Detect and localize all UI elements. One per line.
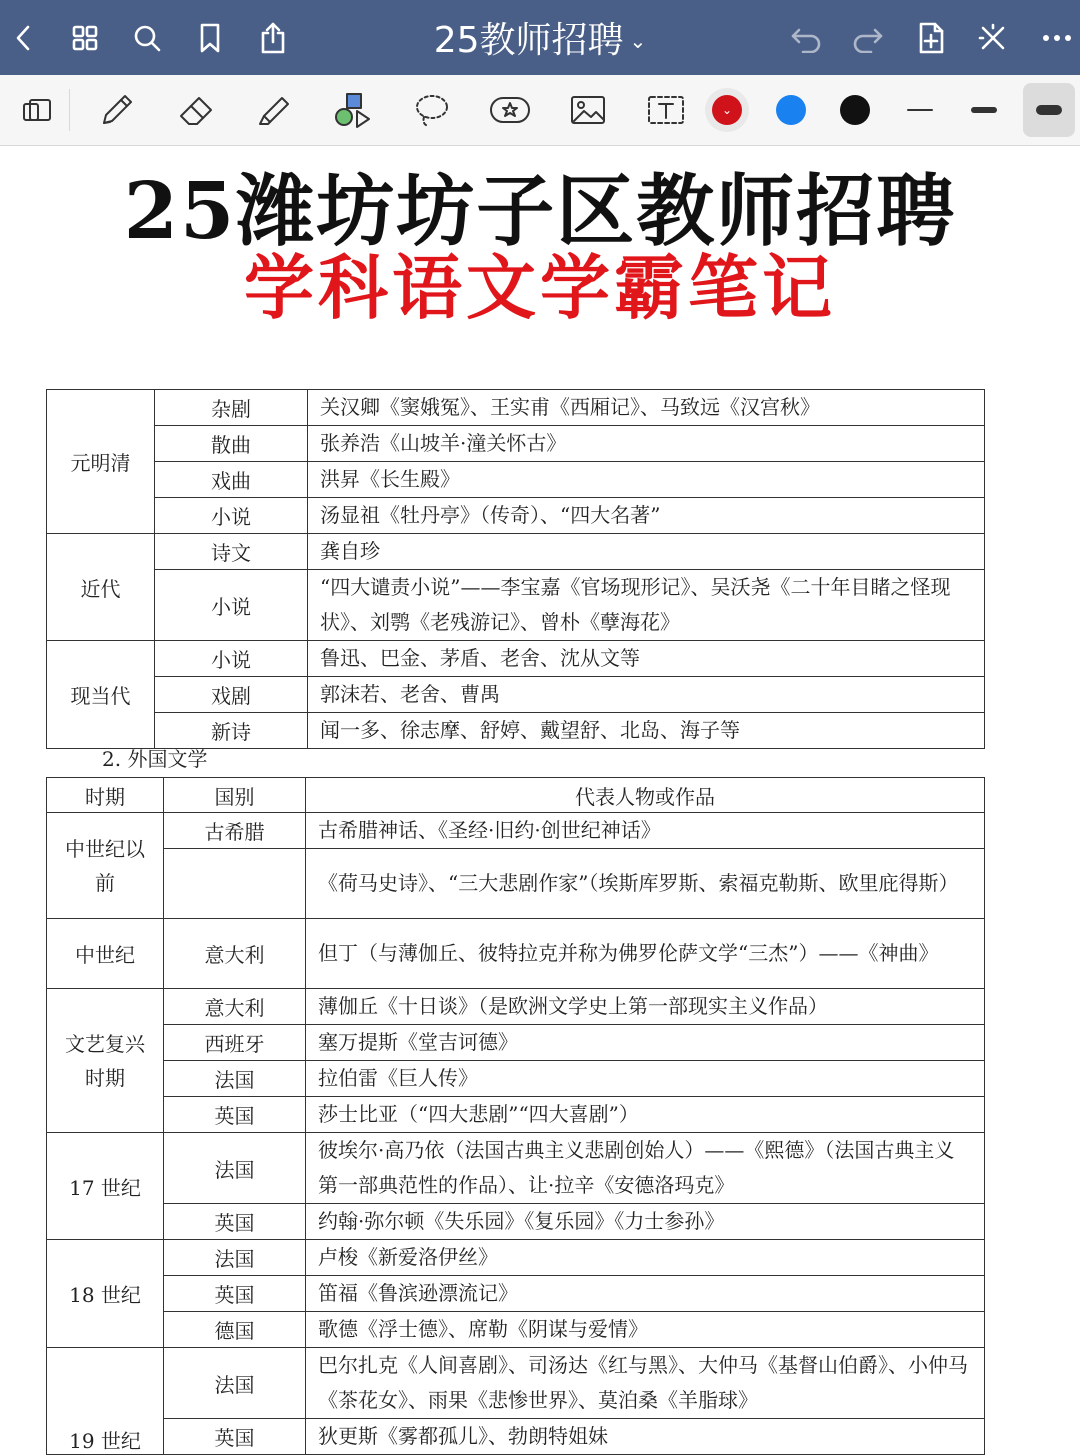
works-cell: 关汉卿《窦娥冤》、王实甫《西厢记》、马致远《汉宫秋》 [308, 390, 985, 426]
search-icon[interactable] [124, 0, 170, 75]
genre-cell: 新诗 [155, 713, 308, 749]
highlighter-tool-icon[interactable] [248, 75, 300, 145]
works-cell: 洪昇《长生殿》 [308, 462, 985, 498]
section-heading: 2. 外国文学 [102, 747, 208, 771]
reading-mode-icon[interactable] [12, 75, 64, 145]
color-black-swatch[interactable] [830, 75, 880, 145]
more-icon[interactable] [1034, 0, 1080, 75]
works-cell: 汤显祖《牡丹亭》（传奇）、“四大名著” [308, 498, 985, 534]
table-row [47, 1419, 985, 1455]
page-title: 25潍坊坊子区教师招聘 [123, 166, 957, 257]
works-cell: 郭沫若、老舍、曹禺 [308, 677, 985, 713]
works-cell: 古希腊神话、《圣经·旧约·创世纪神话》 [306, 813, 985, 849]
works-cell: 约翰·弥尔顿《失乐园》《复乐园》《力士参孙》 [306, 1204, 985, 1240]
image-tool-icon[interactable] [562, 75, 614, 145]
country-cell: 英国 [164, 1204, 306, 1240]
works-cell: 卢梭《新爱洛伊丝》 [306, 1240, 985, 1276]
country-cell: 古希腊 [164, 813, 306, 849]
undo-icon[interactable] [783, 0, 829, 75]
table-row [47, 813, 985, 849]
period-cell: 中世纪以前 [47, 813, 164, 919]
works-cell: 拉伯雷《巨人传》 [306, 1061, 985, 1097]
works-cell: 但丁（与薄伽丘、彼特拉克并称为佛罗伦萨文学“三杰”）——《神曲》 [306, 919, 985, 989]
genre-cell: 戏剧 [155, 677, 308, 713]
country-cell [164, 849, 306, 919]
table-row [47, 1204, 985, 1240]
works-cell: 塞万提斯《堂吉诃德》 [306, 1025, 985, 1061]
country-cell: 意大利 [164, 989, 306, 1025]
sticker-tool-icon[interactable] [484, 75, 536, 145]
country-cell: 法国 [164, 1240, 306, 1276]
line-thin-option[interactable] [894, 75, 946, 145]
table-row [47, 1097, 985, 1133]
period-cell: 17 世纪 [47, 1133, 164, 1240]
table-row [47, 534, 985, 570]
country-cell: 英国 [164, 1276, 306, 1312]
genre-cell: 小说 [155, 498, 308, 534]
line-medium-option[interactable] [958, 75, 1010, 145]
works-cell: 张养浩《山坡羊·潼关怀古》 [308, 426, 985, 462]
country-cell: 德国 [164, 1312, 306, 1348]
works-cell: 《荷马史诗》、“三大悲剧作家”（埃斯库罗斯、索福克勒斯、欧里庇得斯） [306, 849, 985, 919]
annotation-toolbar [0, 75, 1080, 146]
share-icon[interactable] [250, 0, 296, 75]
table-row [47, 989, 985, 1025]
table-row [47, 498, 985, 534]
genre-cell: 小说 [155, 570, 308, 641]
period-cell: 近代 [47, 534, 155, 641]
works-cell: 彼埃尔·高乃依（法国古典主义悲剧创始人）——《熙德》（法国古典主义第一部典范性的作品）、让·拉辛《安德洛玛克》 [306, 1133, 985, 1204]
table-row [47, 390, 985, 426]
table-row [47, 462, 985, 498]
eraser-tool-icon[interactable] [170, 75, 222, 145]
bookmark-icon[interactable] [187, 0, 233, 75]
text-tool-icon[interactable] [640, 75, 692, 145]
chevron-down-icon: ⌄ [629, 28, 647, 53]
table-row [47, 641, 985, 677]
grid-view-icon[interactable] [62, 0, 108, 75]
genre-cell: 散曲 [155, 426, 308, 462]
lasso-tool-icon[interactable] [406, 75, 458, 145]
header-period: 时期 [47, 778, 164, 813]
toolbar-divider [69, 89, 70, 131]
line-thick-option[interactable] [1023, 83, 1075, 137]
genre-cell: 戏曲 [155, 462, 308, 498]
table-row [47, 1312, 985, 1348]
page-subtitle: 学科语文学霸笔记 [244, 246, 836, 329]
document-title: 25教师招聘 [433, 20, 624, 61]
table-row [47, 1133, 985, 1204]
color-red-swatch[interactable] [702, 75, 752, 145]
document-title-dropdown[interactable] [330, 0, 750, 75]
table-row [47, 1025, 985, 1061]
genre-cell: 杂剧 [155, 390, 308, 426]
top-navigation-bar [0, 0, 1080, 75]
genre-cell: 诗文 [155, 534, 308, 570]
country-cell: 西班牙 [164, 1025, 306, 1061]
period-cell: 18 世纪 [47, 1240, 164, 1348]
country-cell: 法国 [164, 1133, 306, 1204]
table-row [47, 426, 985, 462]
chinese-literature-table [46, 389, 985, 749]
works-cell: 歌德《浮士德》、席勒《阴谋与爱情》 [306, 1312, 985, 1348]
works-cell: 闻一多、徐志摩、舒婷、戴望舒、北岛、海子等 [308, 713, 985, 749]
table-row [47, 849, 985, 919]
period-cell: 19 世纪 [47, 1348, 164, 1455]
table-row [47, 1348, 985, 1419]
chevron-down-icon: ⌄ [712, 95, 742, 125]
period-cell: 元明清 [47, 390, 155, 534]
table-row [47, 1276, 985, 1312]
header-works: 代表人物或作品 [306, 778, 985, 813]
country-cell: 法国 [164, 1061, 306, 1097]
foreign-literature-table [46, 777, 985, 1455]
works-cell: 笛福《鲁滨逊漂流记》 [306, 1276, 985, 1312]
table-header-row [47, 778, 985, 813]
country-cell: 英国 [164, 1097, 306, 1133]
pen-tool-icon[interactable] [90, 75, 142, 145]
shape-tool-icon[interactable] [326, 75, 378, 145]
table-row [47, 919, 985, 989]
works-cell: 薄伽丘《十日谈》（是欧洲文学史上第一部现实主义作品） [306, 989, 985, 1025]
header-country: 国别 [164, 778, 306, 813]
table-row [47, 1061, 985, 1097]
redo-icon[interactable] [845, 0, 891, 75]
magic-wand-icon[interactable] [970, 0, 1016, 75]
works-cell: 鲁迅、巴金、茅盾、老舍、沈从文等 [308, 641, 985, 677]
table-row [47, 1240, 985, 1276]
country-cell: 法国 [164, 1348, 306, 1419]
add-page-icon[interactable] [908, 0, 954, 75]
period-cell: 现当代 [47, 641, 155, 749]
color-blue-swatch[interactable] [766, 75, 816, 145]
works-cell: “四大谴责小说”——李宝嘉《官场现形记》、吴沃尧《二十年目睹之怪现状》、刘鹗《老残游记》、曾朴《孽海花》 [308, 570, 985, 641]
works-cell: 莎士比亚（“四大悲剧”“四大喜剧”） [306, 1097, 985, 1133]
works-cell: 龚自珍 [308, 534, 985, 570]
genre-cell: 小说 [155, 641, 308, 677]
table-row [47, 570, 985, 641]
period-cell: 文艺复兴时期 [47, 989, 164, 1133]
table-row [47, 677, 985, 713]
period-cell: 中世纪 [47, 919, 164, 989]
works-cell: 巴尔扎克《人间喜剧》、司汤达《红与黑》、大仲马《基督山伯爵》、小仲马《茶花女》、雨果《悲惨世界》、莫泊桑《羊脂球》 [306, 1348, 985, 1419]
country-cell: 意大利 [164, 919, 306, 989]
country-cell: 英国 [164, 1419, 306, 1455]
back-icon[interactable] [0, 0, 46, 75]
works-cell: 狄更斯《雾都孤儿》、勃朗特姐妹 [306, 1419, 985, 1455]
